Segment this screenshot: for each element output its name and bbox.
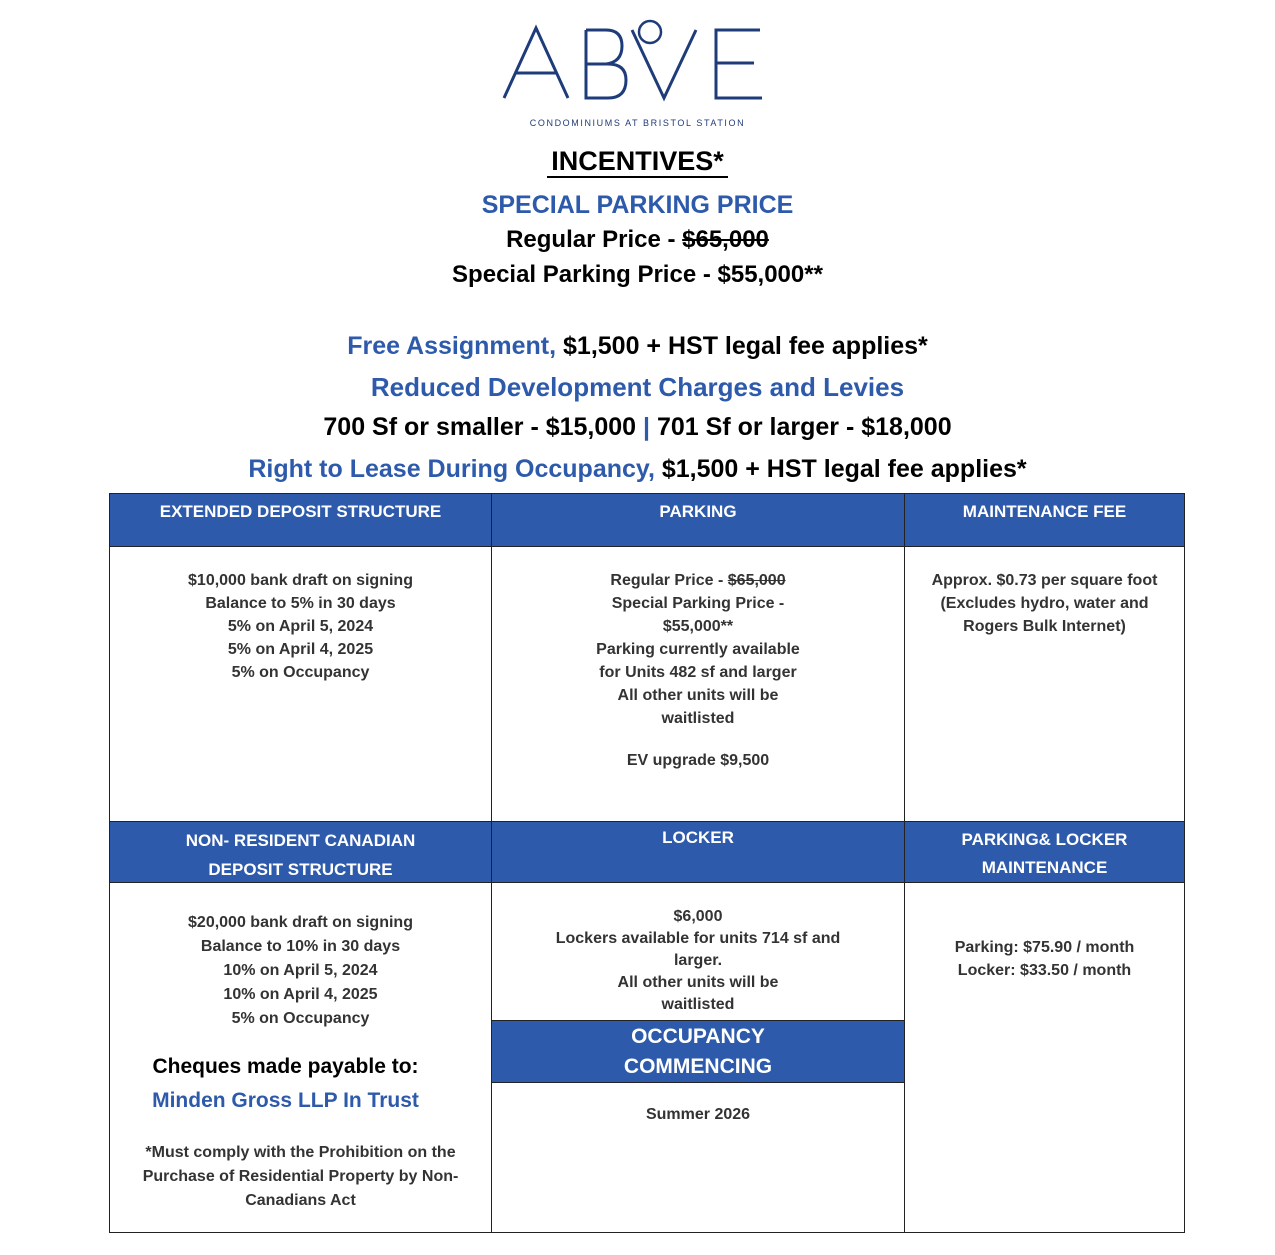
parking-line: $55,000** <box>662 618 734 635</box>
non-resident-line: Balance to 10% in 30 days <box>200 938 401 955</box>
incentives-table <box>109 493 1185 1233</box>
non-resident-line: 10% on April 4, 2025 <box>223 986 378 1003</box>
maintenance-line: Rogers Bulk Internet) <box>963 618 1126 635</box>
header-occupancy: OCCUPANCY COMMENCING <box>491 1020 905 1083</box>
parking-line: Special Parking Price - <box>611 595 785 612</box>
deposit-line: $10,000 bank draft on signing <box>188 572 413 589</box>
ev-upgrade: EV upgrade $9,500 <box>626 752 770 769</box>
maintenance-line: Approx. $0.73 per square foot <box>931 572 1158 589</box>
non-resident-line: $20,000 bank draft on signing <box>188 914 413 931</box>
parking-cell <box>491 547 905 822</box>
parking-line: Parking currently available <box>596 641 800 658</box>
locker-line: $6,000 <box>673 908 723 925</box>
brand-logo <box>0 18 1275 133</box>
non-resident-cell <box>109 882 492 1233</box>
deposit-line: 5% on Occupancy <box>231 664 370 681</box>
header-non-resident: NON- RESIDENT CANADIAN DEPOSIT STRUCTURE <box>109 821 492 883</box>
header-locker: LOCKER <box>491 821 905 883</box>
locker-line: larger. <box>673 952 723 969</box>
header-parking: PARKING <box>491 493 905 547</box>
locker-line: waitlisted <box>661 996 735 1013</box>
right-to-lease-line: Right to Lease During Occupancy, $1,500 + HST legal fee applies* <box>248 455 1027 483</box>
non-resident-line: 10% on April 5, 2024 <box>223 962 378 979</box>
maintenance-cell <box>904 547 1185 822</box>
parking-line: waitlisted <box>661 710 735 727</box>
occupancy-value: Summer 2026 <box>645 1106 751 1123</box>
parking-regular-line: Regular Price - $65,000 <box>610 572 786 589</box>
locker-line: All other units will be <box>617 974 779 991</box>
parking-line: All other units will be <box>617 687 779 704</box>
compliance-line: *Must comply with the Prohibition on the <box>145 1144 456 1161</box>
header-maintenance-fee: MAINTENANCE FEE <box>904 493 1185 547</box>
above-logo-icon <box>498 18 778 118</box>
cheques-payee: Minden Gross LLP In Trust <box>152 1089 419 1112</box>
pl-maint-line: Locker: $33.50 / month <box>957 962 1132 979</box>
compliance-line: Purchase of Residential Property by Non- <box>142 1168 459 1185</box>
parking-locker-maintenance-cell <box>904 882 1185 1233</box>
header-parking-locker-maintenance: PARKING& LOCKER MAINTENANCE <box>904 821 1185 883</box>
incentives-heading: INCENTIVES* <box>0 146 1275 177</box>
compliance-line: Canadians Act <box>245 1192 356 1209</box>
locker-cell <box>491 882 905 1020</box>
deposit-cell <box>109 547 492 822</box>
parking-line: for Units 482 sf and larger <box>599 664 797 681</box>
cheques-label: Cheques made payable to: <box>152 1055 419 1078</box>
non-resident-line: 5% on Occupancy <box>231 1010 370 1027</box>
regular-price-line: Regular Price - $65,000 <box>506 226 769 253</box>
free-assignment-line: Free Assignment, $1,500 + HST legal fee applies* <box>347 332 928 360</box>
pl-maint-line: Parking: $75.90 / month <box>954 939 1135 956</box>
regular-price-struck: $65,000 <box>682 226 769 253</box>
header-extended-deposit: EXTENDED DEPOSIT STRUCTURE <box>109 493 492 547</box>
occupancy-cell <box>491 1083 905 1233</box>
reduced-charges-line: Reduced Development Charges and Levies <box>370 372 905 402</box>
brand-tagline: CONDOMINIUMS AT BRISTOL STATION <box>529 118 746 128</box>
table-bottom-border <box>109 1232 1185 1233</box>
deposit-line: 5% on April 4, 2025 <box>227 641 374 658</box>
charges-detail-line: 700 Sf or smaller - $15,000 | 701 Sf or larger - $18,000 <box>323 413 952 441</box>
maintenance-line: (Excludes hydro, water and <box>940 595 1149 612</box>
deposit-line: Balance to 5% in 30 days <box>205 595 396 612</box>
special-parking-price-line: Special Parking Price - $55,000** <box>452 261 823 288</box>
deposit-line: 5% on April 5, 2024 <box>227 618 374 635</box>
special-parking-title: SPECIAL PARKING PRICE <box>481 191 794 219</box>
locker-line: Lockers available for units 714 sf and <box>555 930 841 947</box>
